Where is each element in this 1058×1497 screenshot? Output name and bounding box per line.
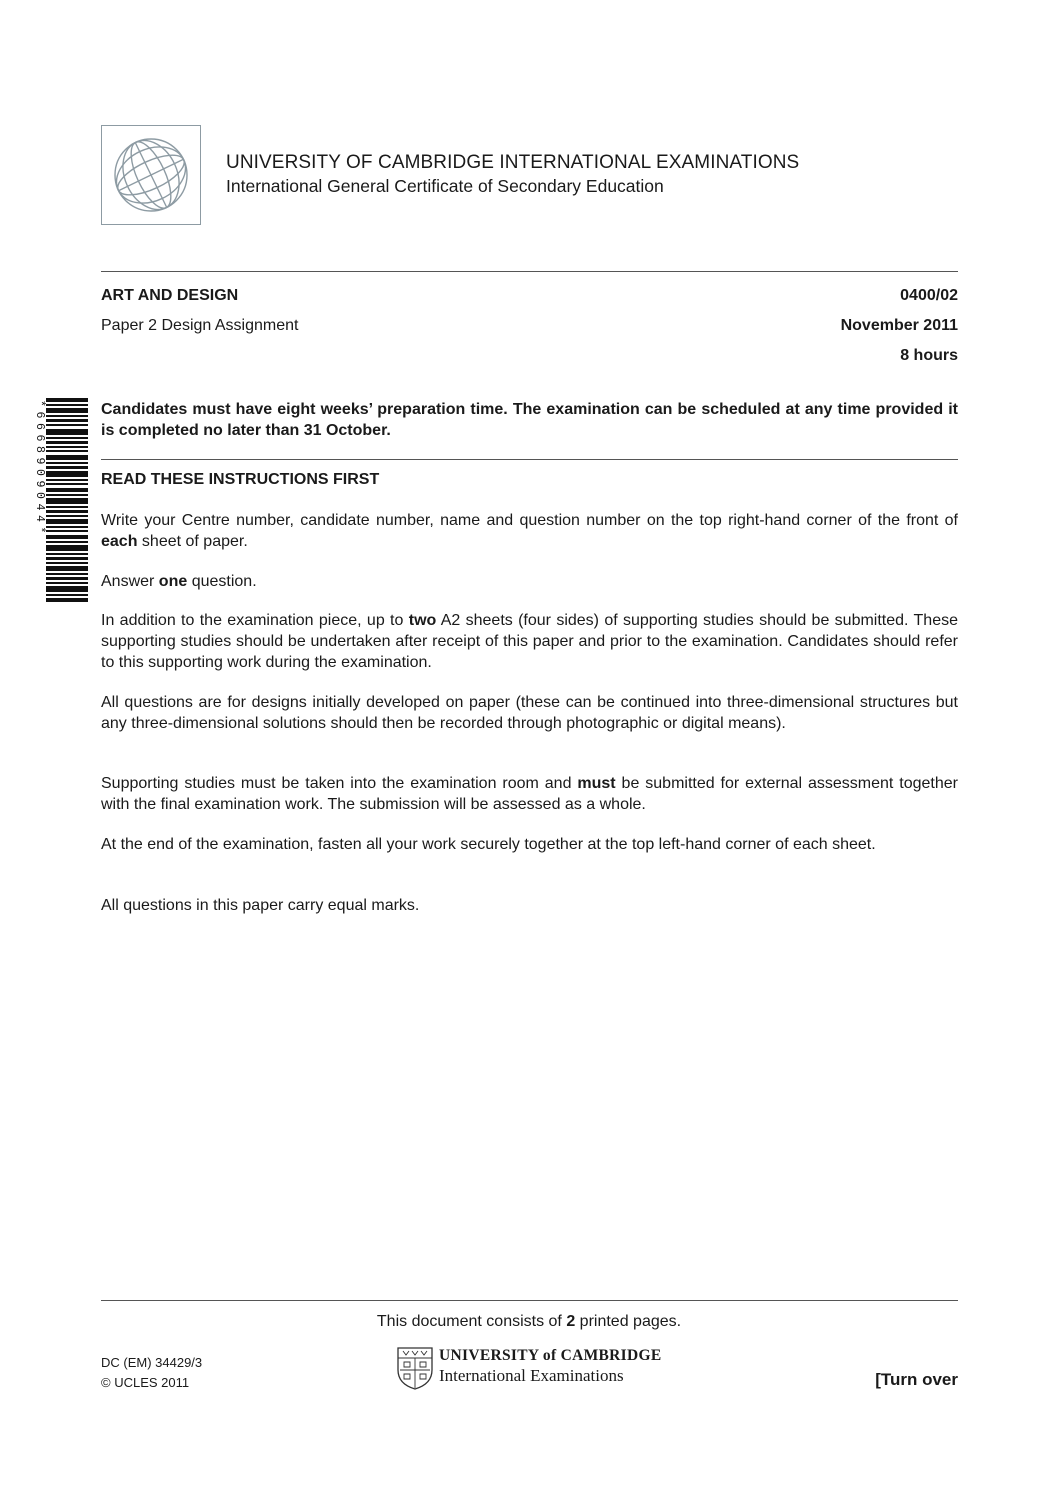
top-divider (101, 271, 958, 272)
board-name: UNIVERSITY OF CAMBRIDGE INTERNATIONAL EXAMINATIONS (226, 152, 800, 173)
paper-title: Paper 2 Design Assignment (101, 317, 299, 334)
instructions-divider (101, 459, 958, 460)
cambridge-wordmark-line1: UNIVERSITY of CAMBRIDGE (439, 1347, 662, 1364)
cie-globe-logo (101, 125, 201, 225)
instruction-fasten: At the end of the examination, fasten all your work securely together at the top left-hand corner of each sheet. (101, 836, 876, 853)
exam-session: November 2011 (840, 317, 958, 334)
syllabus-code: 0400/02 (900, 287, 958, 304)
instruction-centre-number: Write your Centre number, candidate number, name and question number on the top right-hand corner of the front of each sheet of paper. (101, 512, 958, 550)
instruction-equal-marks: All questions in this paper carry equal marks. (101, 897, 420, 914)
subject-title: ART AND DESIGN (101, 287, 239, 304)
barcode-text: *6668909044* (33, 400, 46, 539)
cambridge-wordmark (439, 1346, 662, 1386)
exam-duration: 8 hours (900, 347, 958, 364)
instruction-supporting-studies: In addition to the examination piece, up to two A2 sheets (four sides) of supporting studies should be submitted. These supporting studies should be undertaken after receipt of this paper and prior to the examination. Candidates should refer to this supporting work during the examination. (101, 612, 959, 671)
qualification-name: International General Certificate of Secondary Education (226, 176, 664, 196)
instruction-answer-one: Answer one question. (101, 573, 257, 590)
globe-icon (110, 134, 192, 216)
cambridge-wordmark-line2: International Examinations (439, 1366, 624, 1385)
document-reference (101, 1353, 202, 1393)
copyright: © UCLES 2011 (101, 1375, 190, 1390)
instruction-designs: All questions are for designs initially developed on paper (these can be continued into three-dimensional structures but any three-dimensional solutions should then be recorded through photographic or digital means). (101, 694, 958, 732)
cambridge-crest-icon (396, 1346, 434, 1395)
preparation-notice: Candidates must have eight weeks’ preparation time. The examination can be scheduled at any time provided it is completed no later than 31 October. (101, 401, 958, 439)
footer-divider (101, 1300, 958, 1301)
instructions-title: READ THESE INSTRUCTIONS FIRST (101, 471, 380, 488)
turn-over-label: [Turn over (875, 1370, 958, 1389)
candidate-barcode (28, 398, 90, 607)
document-code: DC (EM) 34429/3 (101, 1355, 203, 1370)
page-count-note: This document consists of 2 printed pages. (376, 1313, 682, 1330)
instruction-submission: Supporting studies must be taken into the examination room and must be submitted for external assessment together with the final examination work. The submission will be assessed as a whole. (101, 775, 958, 813)
